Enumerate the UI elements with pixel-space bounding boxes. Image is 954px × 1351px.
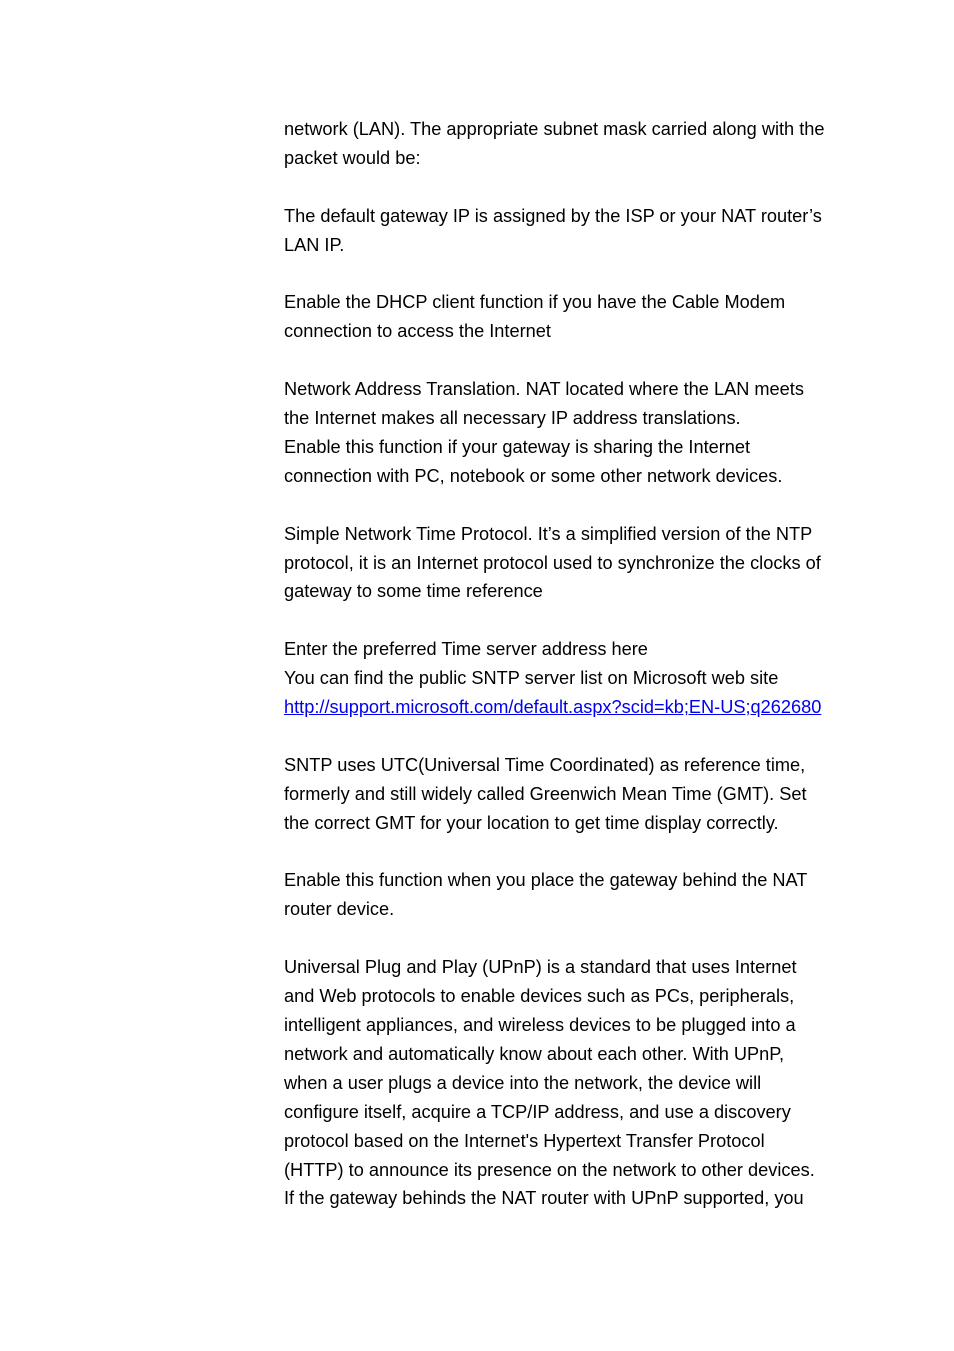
document-body — [284, 115, 864, 1242]
text-line: LAN IP. — [284, 234, 345, 255]
text-line: connection with PC, notebook or some other network devices. — [284, 465, 783, 486]
text-line: (HTTP) to announce its presence on the network to other devices. — [284, 1159, 815, 1180]
dhcp-client-description — [284, 288, 864, 346]
default-gateway-description — [284, 202, 864, 260]
text-line: You can find the public SNTP server list on Microsoft web site — [284, 668, 779, 689]
text-line: Enter the preferred Time server address here — [284, 639, 648, 660]
text-line: network (LAN). The appropriate subnet mask carried along with the — [284, 119, 825, 139]
sntp-description — [284, 520, 864, 607]
text-line: protocol based on the Internet's Hypertext Transfer Protocol — [284, 1130, 765, 1151]
text-line: router device. — [284, 899, 395, 920]
text-line: Network Address Translation. NAT located where the LAN meets — [284, 379, 804, 400]
text-line: gateway to some time reference — [284, 581, 543, 602]
text-line: protocol, it is an Internet protocol used to synchronize the clocks of — [284, 552, 821, 573]
text-line: Enable the DHCP client function if you have the Cable Modem — [284, 292, 786, 313]
text-line: Enable this function if your gateway is sharing the Internet — [284, 436, 751, 457]
text-line: when a user plugs a device into the network, the device will — [284, 1072, 762, 1093]
microsoft-sntp-link[interactable]: http://support.microsoft.com/default.aspx?scid=kb;EN-US;q262680 — [284, 697, 822, 718]
upnp-description — [284, 953, 864, 1213]
text-line: SNTP uses UTC(Universal Time Coordinated) as reference time, — [284, 754, 806, 775]
text-line: Enable this function when you place the gateway behind the NAT — [284, 870, 808, 891]
text-line: formerly and still widely called Greenwich Mean Time (GMT). Set — [284, 783, 807, 804]
behind-nat-description — [284, 866, 864, 924]
nat-description — [284, 375, 864, 491]
text-line: configure itself, acquire a TCP/IP address, and use a discovery — [284, 1101, 791, 1122]
text-line: Simple Network Time Protocol. It’s a simplified version of the NTP — [284, 523, 813, 544]
text-line: packet would be: — [284, 147, 421, 168]
text-line: Universal Plug and Play (UPnP) is a standard that uses Internet — [284, 957, 797, 978]
text-line: and Web protocols to enable devices such as PCs, peripherals, — [284, 986, 795, 1007]
time-server-description — [284, 635, 864, 722]
text-line: the correct GMT for your location to get time display correctly. — [284, 812, 779, 833]
utc-gmt-description — [284, 751, 864, 838]
text-line: network and automatically know about each other. With UPnP, — [284, 1043, 785, 1064]
text-line: If the gateway behinds the NAT router with UPnP supported, you — [284, 1188, 804, 1209]
text-line: connection to access the Internet — [284, 321, 551, 342]
subnet-mask-description — [284, 115, 864, 173]
text-line: the Internet makes all necessary IP address translations. — [284, 408, 741, 429]
text-line: intelligent appliances, and wireless devices to be plugged into a — [284, 1014, 796, 1035]
text-line: The default gateway IP is assigned by the ISP or your NAT router’s — [284, 205, 822, 226]
